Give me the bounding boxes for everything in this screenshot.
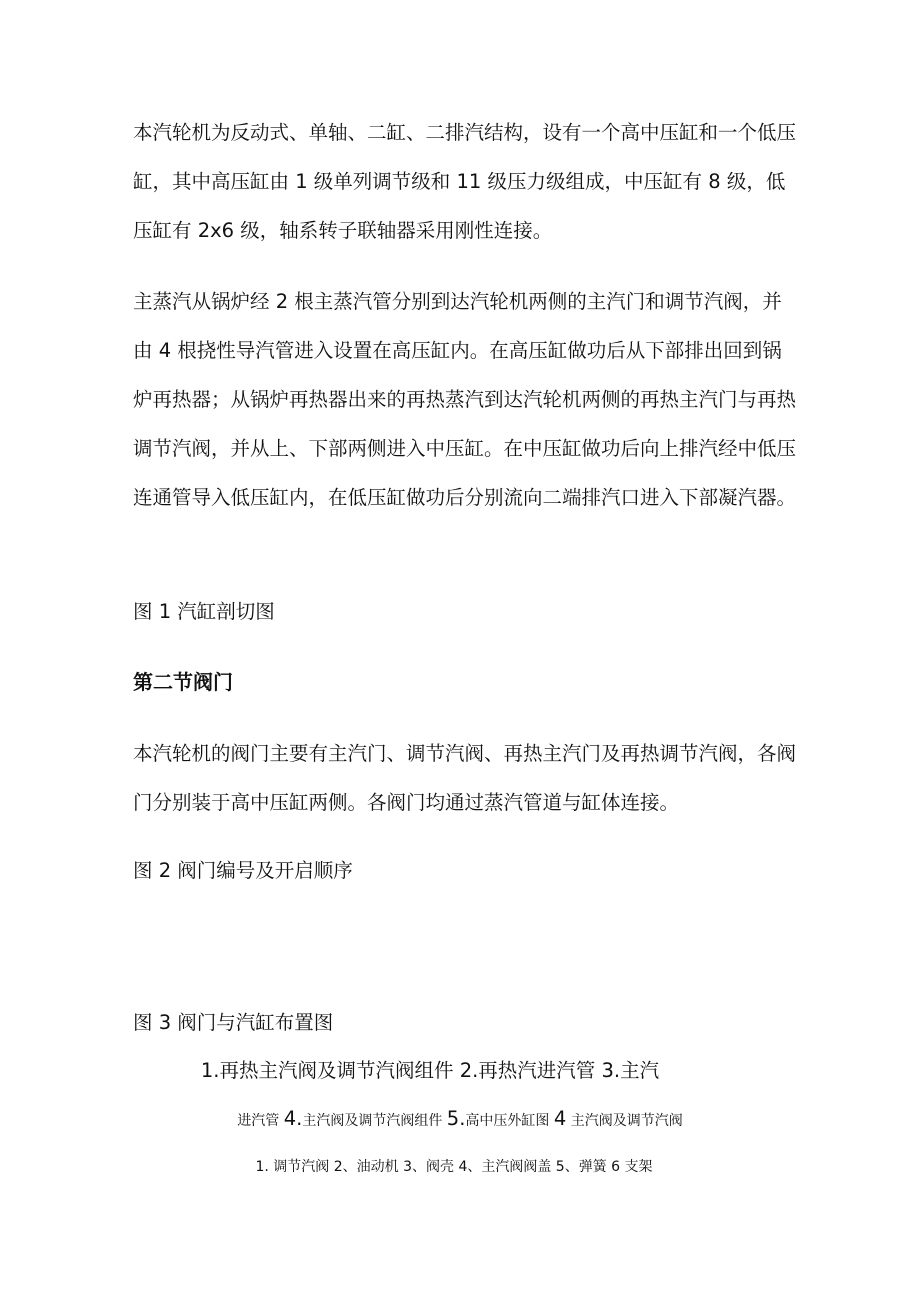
legend-number: 5.: [446, 1107, 466, 1130]
legend-text: 主汽阀及调节汽阀组件: [302, 1113, 447, 1129]
paragraph-turbine-structure: 本汽轮机为反动式、单轴、二缸、二排汽结构，设有一个高中压缸和一个低压缸，其中高压缸由 1 级单列调节级和 11 级压力级组成，中压缸有 8 级，低压缸有 2x6 级，轴系转子联轴器采用刚性连接。: [133, 121, 797, 242]
figure-legend-line-1: 1.再热主汽阀及调节汽阀组件 2.再热汽进汽管 3.主汽: [200, 1059, 660, 1082]
figure-2-caption: 图 2 阀门编号及开启顺序: [133, 859, 353, 882]
legend-text: 主汽阀及调节汽阀: [566, 1113, 683, 1129]
figure-1-caption: 图 1 汽缸剖切图: [133, 600, 275, 623]
section-heading: 第二节阀门: [133, 670, 233, 694]
legend-text: 高中压外缸图: [465, 1113, 554, 1129]
figure-3-caption: 图 3 阀门与汽缸布置图: [133, 1011, 334, 1034]
legend-text: 进汽管: [237, 1113, 284, 1129]
paragraph-valves: 本汽轮机的阀门主要有主汽门、调节汽阀、再热主汽门及再热调节汽阀，各阀门分别装于高中压缸两侧。各阀门均通过蒸汽管道与缸体连接。: [133, 742, 797, 814]
figure-legend-line-3: 1. 调节汽阀 2、油动机 3、阀壳 4、主汽阀阀盖 5、弹簧 6 支架: [255, 1159, 653, 1175]
paragraph-steam-flow: 主蒸汽从锅炉经 2 根主蒸汽管分别到达汽轮机两侧的主汽门和调节汽阀，并由 4 根挠性导汽管进入设置在高压缸内。在高压缸做功后从下部排出回到锅炉再热器；从锅炉再热器出来的再热蒸汽到达汽轮机两侧的再热主汽门与再热调节汽阀，并从上、下部两侧进入中压缸。在中压缸做功后向上排汽经中低压连通管导入低压缸内，在低压缸做功后分别流向二端排汽口进入下部凝汽器。: [133, 290, 797, 509]
legend-number: 4: [553, 1107, 567, 1130]
figure-legend-line-2: [0, 1104, 920, 1136]
legend-number: 4.: [283, 1107, 303, 1130]
